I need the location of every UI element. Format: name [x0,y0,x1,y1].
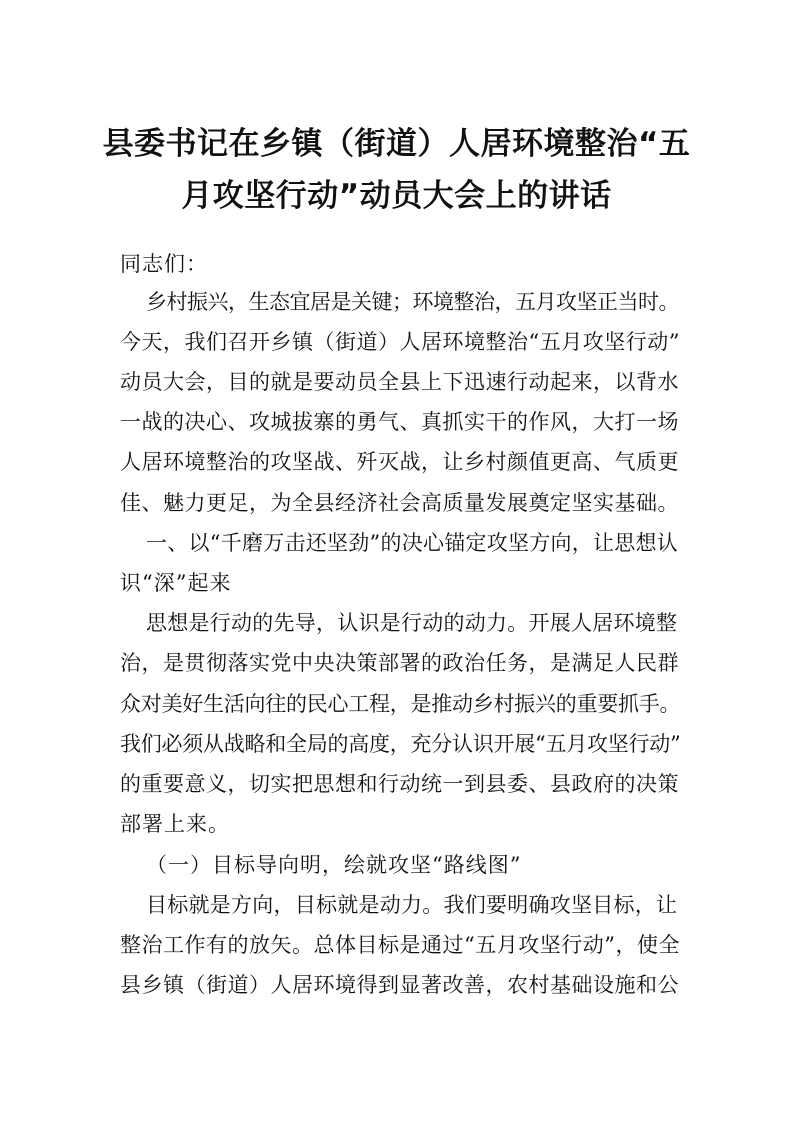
salutation: 同志们： [120,252,208,276]
body-line: 佳、魅力更足，为全县经济社会高质量发展奠定坚实基础。 [120,491,679,515]
body-line: 治，是贯彻落实党中央决策部署的政治任务，是满足人民群 [120,651,679,675]
body-line: 整治工作有的放矢。总体目标是通过“五月攻坚行动”，使全 [120,933,680,957]
body-line: 我们必须从战略和全局的高度，充分认识开展“五月攻坚行动” [120,732,681,756]
body-line: 动员大会，目的就是要动员全县上下迅速行动起来，以背水 [120,370,679,394]
subsection-heading: （一）目标导向明，绘就攻坚“路线图” [146,853,522,877]
section-heading-line: 一、以“千磨万击还坚劲”的决心锚定攻坚方向，让思想认 [146,531,678,555]
body-line: 一战的决心、攻城拔寨的勇气、真抓实干的作风，大打一场 [120,410,679,434]
body-line: 乡村振兴，生态宜居是关键；环境整治，五月攻坚正当时。 [146,290,679,314]
document-title-line-1: 县委书记在乡镇（街道）人居环境整治“五 [102,126,691,162]
body-line: 众对美好生活向往的民心工程，是推动乡村振兴的重要抓手。 [120,692,681,716]
body-line: 的重要意义，切实把思想和行动统一到县委、县政府的决策 [120,772,679,796]
body-line: 思想是行动的先导，认识是行动的动力。开展人居环境整 [146,611,678,635]
body-line: 部署上来。 [120,812,230,836]
body-line: 县乡镇（街道）人居环境得到显著改善，农村基础设施和公 [120,973,679,997]
section-heading-line: 识“深”起来 [120,571,232,595]
body-line: 今天，我们召开乡镇（街道）人居环境整治“五月攻坚行动” [120,330,680,354]
document-title-line-2: 月攻坚行动”动员大会上的讲话 [181,178,612,214]
body-line: 目标就是方向，目标就是动力。我们要明确攻坚目标，让 [146,893,678,917]
body-line: 人居环境整治的攻坚战、歼灭战，让乡村颜值更高、气质更 [120,450,679,474]
